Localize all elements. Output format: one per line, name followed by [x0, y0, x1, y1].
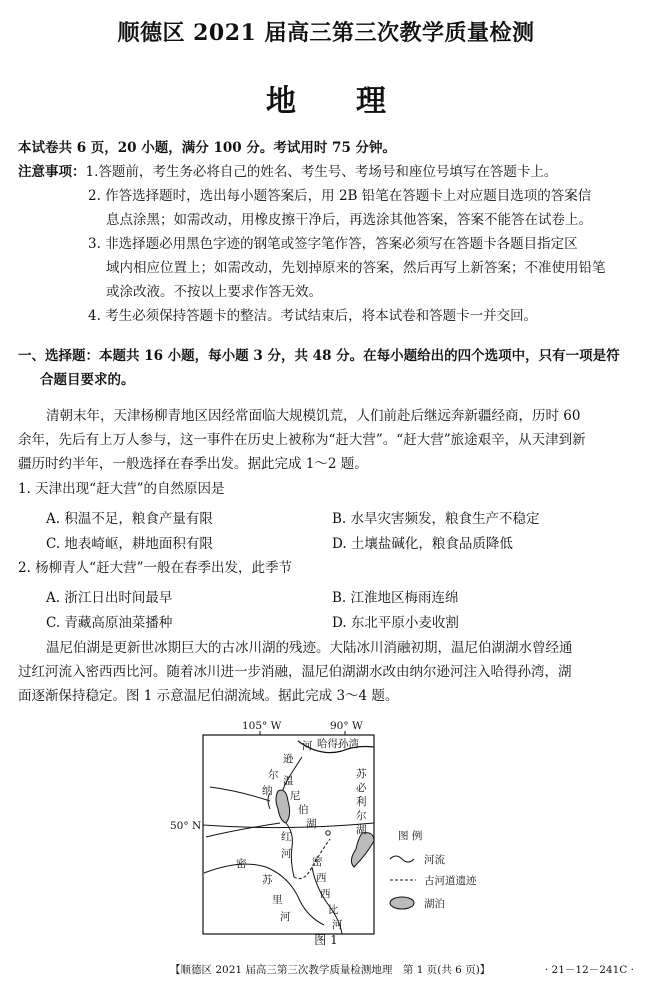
winnipeg-char-1: 温 — [283, 775, 294, 787]
legend-lake-symbol — [390, 897, 414, 909]
notice-line-1: 注意事项：1.答题前，考生务必将自己的姓名、考生号、考场号和座位号填写在答题卡上。 — [18, 164, 558, 180]
notice-line-2: 2. 作答选择题时，选出每小题答案后，用 2B 铅笔在答题卡上对应题目选项的答案信 — [88, 188, 592, 204]
nelson-char-2: 尔 — [268, 769, 279, 781]
q2-option-b: B. 江淮地区梅雨连绵 — [332, 590, 459, 606]
winnipeg-char-4: 湖 — [306, 818, 317, 830]
superior-char-5: 湖 — [356, 824, 367, 836]
hudson-bay-label: 哈得孙湾 — [317, 738, 359, 750]
notice-line-7: 4. 考生必须保持答题卡的整洁。考试结束后，将本试卷和答题卡一并交回。 — [88, 308, 538, 324]
legend-lake-label: 湖泊 — [424, 898, 445, 910]
passage1-line-1: 清朝末年，天津杨柳青地区因经常面临大规模饥荒，人们前赴后继远奔新疆经商，历时 60 — [46, 408, 581, 424]
superior-char-4: 尔 — [356, 810, 367, 822]
footer-right: · 21－12－241C · — [544, 964, 634, 976]
q2-option-a: A. 浙江日出时间最早 — [46, 590, 173, 606]
legend-river-label: 河流 — [424, 854, 445, 866]
red-char-1: 红 — [281, 831, 292, 843]
subject-title: 地理 — [266, 84, 446, 119]
red-char-2: 河 — [281, 848, 292, 860]
legend-river-symbol — [390, 856, 414, 862]
nelson-char-1: 逊 — [283, 753, 294, 765]
footer-left: 【顺德区 2021 届高三第三次教学质量检测地理 第 1 页(共 6 页)】 — [170, 964, 491, 976]
q2-stem: 2. 杨柳青人“赶大营”一般在春季出发，此季节 — [18, 560, 292, 576]
q2-option-d: D. 东北平原小麦收割 — [332, 615, 459, 631]
superior-char-2: 必 — [356, 782, 367, 794]
missouri-char-4: 河 — [280, 911, 291, 923]
winnipeg-basin-map — [170, 717, 500, 947]
assiniboine-river — [206, 823, 280, 837]
passage2-line-3: 面逐渐保持稳定。图 1 示意温尼伯湖流域。据此完成 3～4 题。 — [18, 688, 399, 704]
q1-option-a: A. 积温不足，粮食产量有限 — [46, 511, 213, 527]
passage2-line-1: 温尼伯湖是更新世冰期巨大的古冰川湖的残迹。大陆冰川消融初期，温尼伯湖湖水曾经通 — [46, 640, 573, 656]
notice-line-6: 或涂改液。不按以上要求作答无效。 — [106, 284, 322, 300]
nelson-char-3: 纳 — [262, 785, 273, 797]
superior-char-1: 苏 — [356, 768, 367, 780]
miss-char-1: 密 — [312, 856, 323, 868]
miss-char-5: 河 — [332, 919, 343, 931]
lake-superior-source — [326, 831, 330, 835]
passage1-line-3: 疆历时约半年，一般选择在春季出发。据此完成 1～2 题。 — [18, 456, 368, 472]
legend-old-label: 古河道遗迹 — [424, 875, 477, 887]
missouri-char-2: 苏 — [262, 874, 273, 886]
section-heading: 一、选择题：本题共 16 小题，每小题 3 分，共 48 分。在每小题给出的四个选项中，只有一项是符 — [18, 348, 620, 364]
saskatchewan-river — [210, 787, 270, 801]
lat-50-label: 50° N — [170, 820, 202, 832]
winnipeg-char-3: 伯 — [298, 804, 309, 816]
legend-title: 图 例 — [398, 830, 423, 842]
missouri-char-3: 里 — [272, 894, 283, 906]
lon-105-label: 105° W — [242, 720, 282, 732]
miss-char-4: 比 — [328, 904, 339, 916]
miss-char-3: 西 — [320, 888, 331, 900]
lake-winnipeg — [276, 790, 290, 823]
exam-summary: 本试卷共 6 页，20 小题，满分 100 分。考试用时 75 分钟。 — [18, 140, 397, 156]
nelson-he-char: 河 — [302, 740, 313, 752]
section-heading-cont: 合题目要求的。 — [40, 372, 135, 388]
exam-title: 顺德区 2021 届高三第三次教学质量检测 — [117, 20, 535, 46]
missouri-char-1: 密 — [236, 858, 247, 870]
lon-90-label: 90° W — [330, 720, 363, 732]
winnipeg-char-2: 尼 — [290, 790, 301, 802]
notice-line-4: 3. 非选择题必用黑色字迹的钢笔或签字笔作答，答案必须写在答题卡各题目指定区 — [88, 236, 578, 252]
figure-caption: 图 1 — [314, 933, 338, 947]
miss-char-2: 西 — [316, 872, 327, 884]
superior-char-3: 利 — [356, 796, 367, 808]
notice-line-3: 息点涂黑；如需改动，用橡皮擦干净后，再选涂其他答案，答案不能答在试卷上。 — [106, 212, 592, 228]
q1-option-d: D. 土壤盐碱化，粮食品质降低 — [332, 536, 513, 552]
q1-stem: 1. 天津出现“赶大营”的自然原因是 — [18, 481, 225, 497]
q2-option-c: C. 青藏高原油菜播种 — [46, 615, 173, 631]
notice-line-5: 域内相应位置上；如需改动，先划掉原来的答案，然后再写上新答案；不准使用铅笔 — [106, 260, 606, 276]
q1-option-b: B. 水旱灾害频发，粮食生产不稳定 — [332, 511, 540, 527]
notice-label: 注意事项： — [18, 164, 86, 180]
q1-option-c: C. 地表崎岖，耕地面积有限 — [46, 536, 213, 552]
lake-superior — [351, 833, 374, 867]
passage1-line-2: 余年，先后有上万人参与，这一事件在历史上被称为“赶大营”。“赶大营”旅途艰辛，从天津到新 — [18, 432, 586, 448]
passage2-line-2: 过红河流入密西西比河。随着冰川进一步消融，温尼伯湖湖水改由纳尔逊河注入哈得孙湾，湖 — [18, 664, 572, 680]
